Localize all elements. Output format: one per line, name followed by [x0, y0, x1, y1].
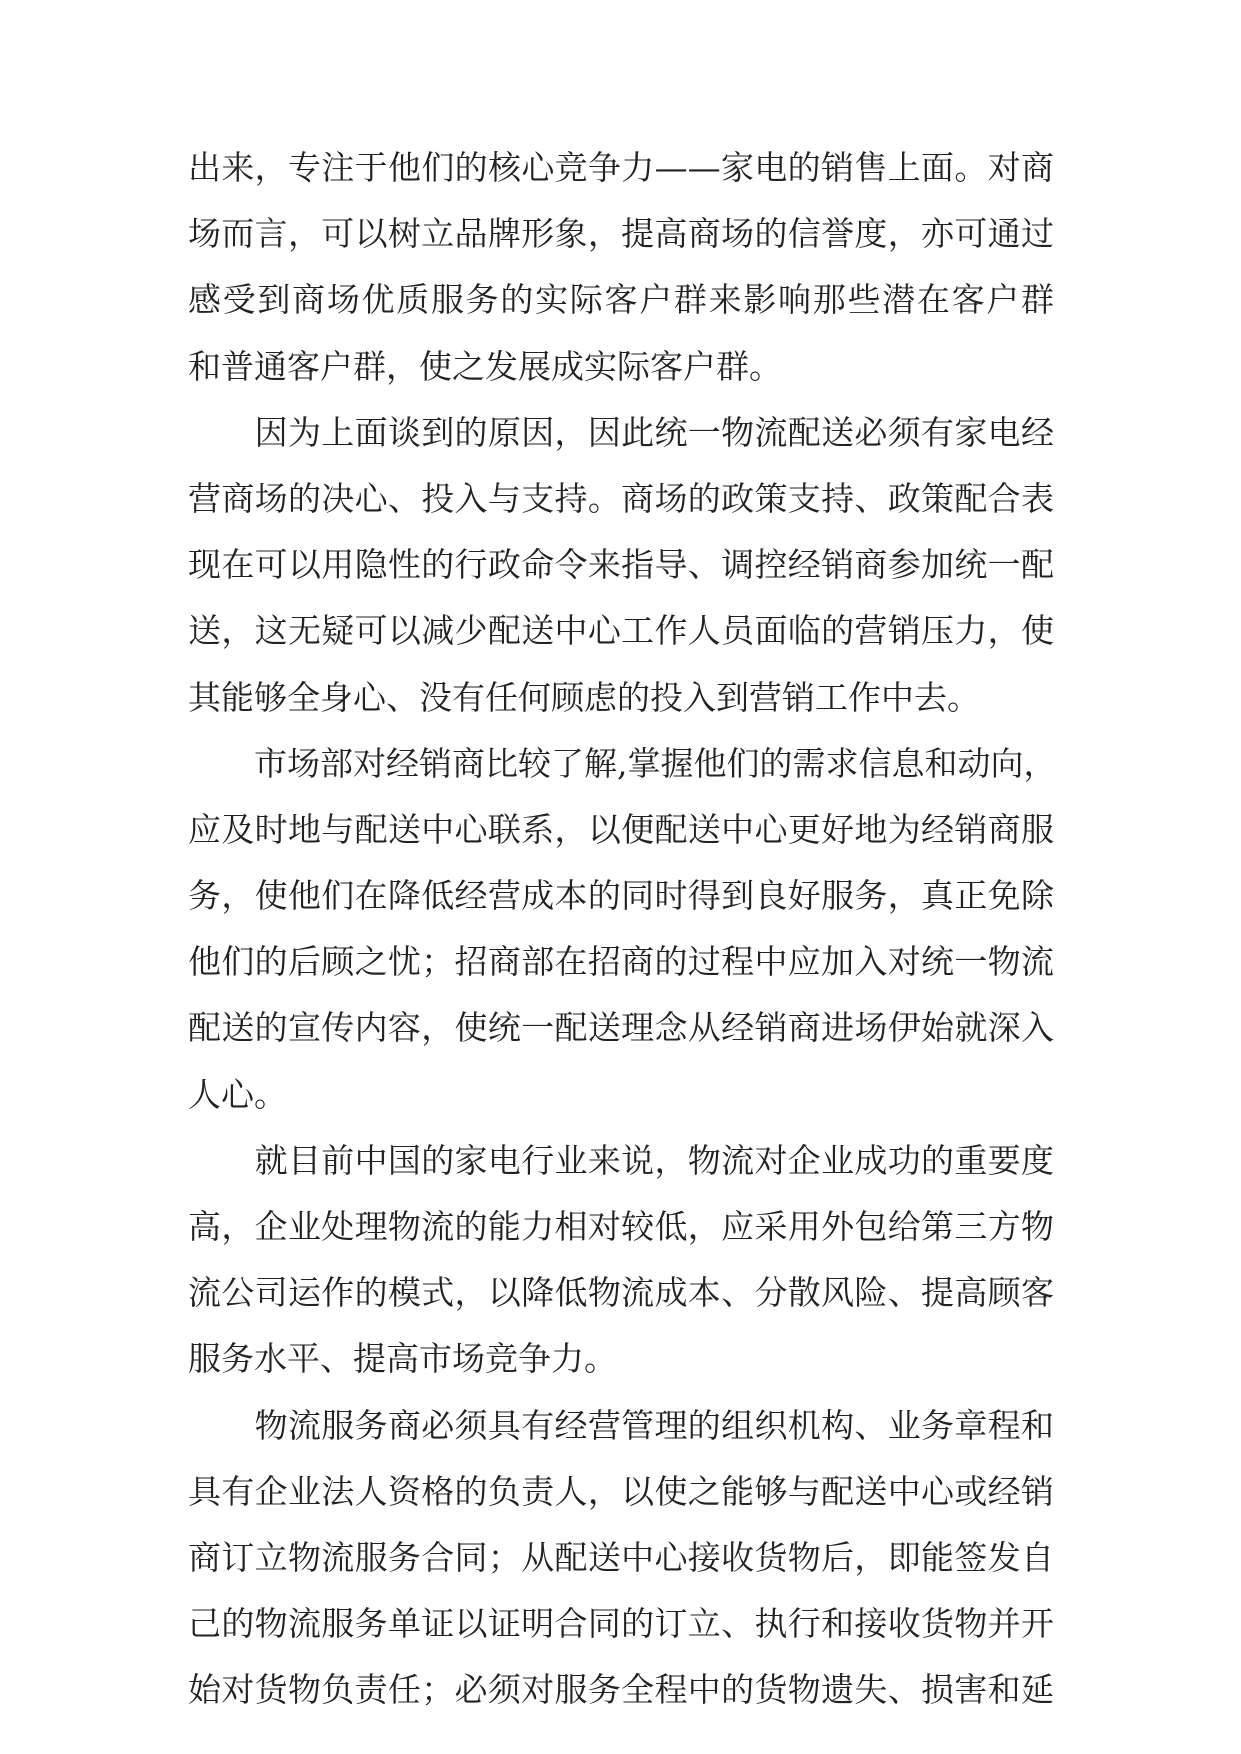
- text-line: 高，企业处理物流的能力相对较低，应采用外包给第三方物: [188, 1207, 1054, 1246]
- text-line: 应及时地与配送中心联系，以便配送中心更好地为经销商服: [188, 809, 1054, 849]
- text-line: 感受到商场优质服务的实际客户群来影响那些潜在客户群: [188, 280, 1054, 320]
- text-line: 人心。: [188, 1074, 287, 1114]
- text-line: 流公司运作的模式，以降低物流成本、分散风险、提高顾客: [188, 1273, 1054, 1313]
- text-line: 具有企业法人资格的负责人，以使之能够与配送中心或经销: [188, 1471, 1054, 1511]
- text-line: 服务水平、提高市场竞争力。: [188, 1339, 617, 1379]
- text-line: 始对货物负责任；必须对服务全程中的货物遗失、损害和延: [188, 1670, 1054, 1710]
- text-line: 现在可以用隐性的行政命令来指导、调控经销商参加统一配: [188, 545, 1054, 585]
- text-line: 务，使他们在降低经营成本的同时得到良好服务，真正免除: [188, 876, 1054, 916]
- paragraph-3: [188, 731, 1057, 1128]
- text-line: 送，这无疑可以减少配送中心工作人员面临的营销压力，使: [188, 611, 1054, 651]
- text-line: 他们的后顾之忧；招商部在招商的过程中应加入对统一物流: [188, 942, 1054, 982]
- text-line: 商订立物流服务合同；从配送中心接收货物后，即能签发自: [188, 1537, 1054, 1577]
- paragraph-5: [188, 1393, 1054, 1724]
- text-line: 配送的宣传内容，使统一配送理念从经销商进场伊始就深入: [188, 1008, 1054, 1048]
- text-line: 就目前中国的家电行业来说，物流对企业成功的重要度: [188, 1140, 1054, 1180]
- paragraph-2: [188, 400, 1054, 731]
- text-line: 出来，专注于他们的核心竞争力——家电的销售上面。对商: [188, 148, 1054, 187]
- text-line: 和普通客户群，使之发展成实际客户群。: [188, 346, 782, 386]
- text-line: 物流服务商必须具有经营管理的组织机构、业务章程和: [188, 1405, 1054, 1445]
- paragraph-1: [188, 135, 1054, 400]
- text-line: 场而言，可以树立品牌形象，提高商场的信誉度，亦可通过: [188, 214, 1054, 254]
- text-line: 市场部对经销商比较了解,掌握他们的需求信息和动向，: [188, 743, 1057, 783]
- text-line: 营商场的决心、投入与支持。商场的政策支持、政策配合表: [188, 478, 1054, 518]
- text-line: 己的物流服务单证以证明合同的订立、执行和接收货物并开: [188, 1604, 1054, 1644]
- text-line: 其能够全身心、没有任何顾虑的投入到营销工作中去。: [188, 677, 980, 717]
- text-line: 因为上面谈到的原因，因此统一物流配送必须有家电经: [188, 412, 1054, 452]
- paragraph-4: [188, 1128, 1054, 1393]
- document-body: [188, 135, 1057, 1724]
